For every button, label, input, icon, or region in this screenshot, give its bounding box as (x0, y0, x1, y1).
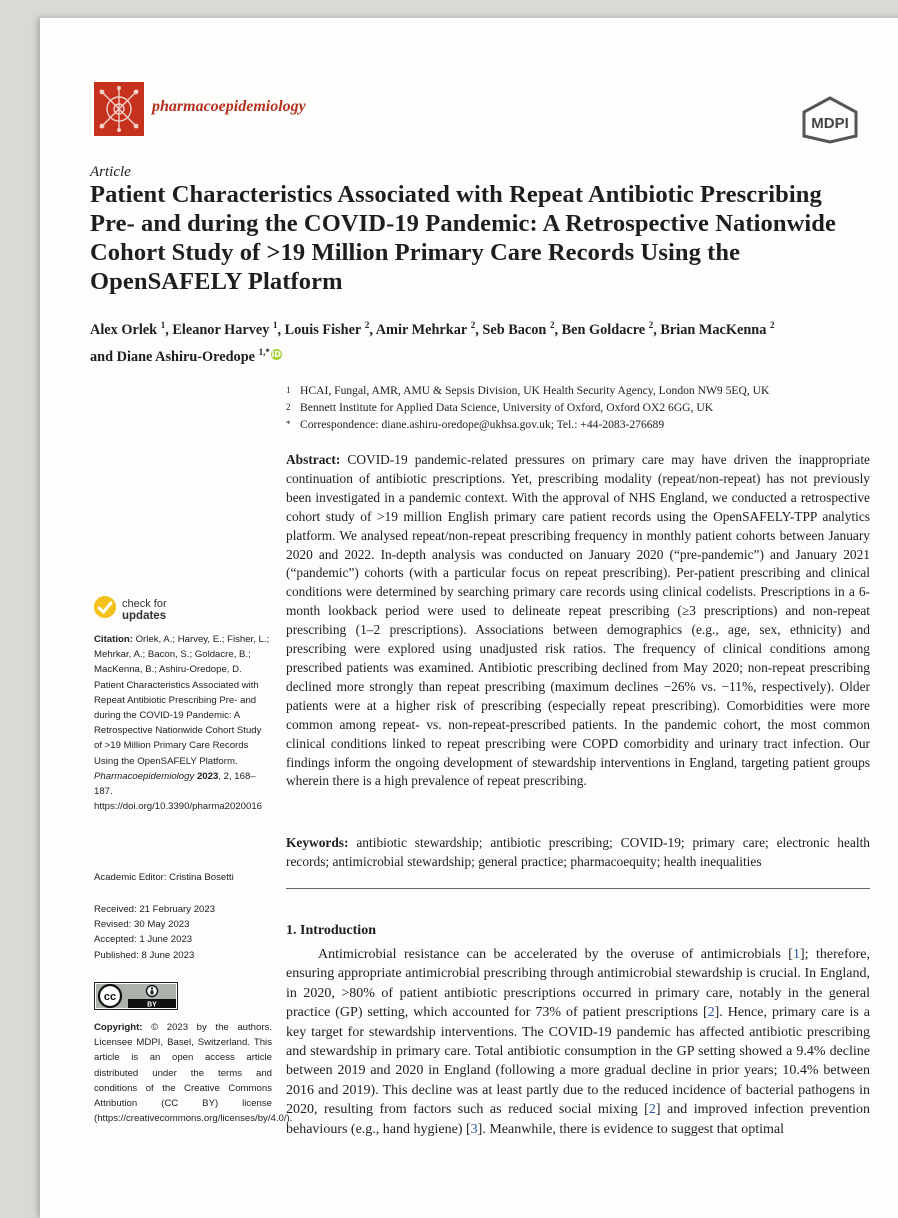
author-affiliation-mark: 2 (648, 320, 654, 330)
doi-link[interactable]: https://doi.org/10.3390/pharma2020016 (94, 801, 263, 813)
orcid-icon[interactable]: iD (271, 349, 282, 359)
correspondence: * Correspondence: diane.ashiru-oredope@ukhsa.gov.uk; Tel.: +44-2083-276689 (286, 418, 665, 431)
author-name[interactable]: Alex Orlek (90, 321, 158, 338)
abstract (286, 451, 870, 791)
article-title: Patient Characteristics Associated with Repeat Antibiotic Prescribing Pre- and during the COVID-19 Pandemic: A Retrospective Nationwide Cohort Study of >19 Million Primary Care Records Using the OpenSAFELY Platform (90, 181, 836, 295)
reference-link[interactable]: 3 (470, 1121, 478, 1137)
copyright-notice: Copyright: © 2023 by the authors. Licensee MDPI, Basel, Switzerland. This article is an open access article distributed under the terms and conditions of the Creative Commons Attribution (CC BY) license (https://creativecommons.org/licenses/by/4.0/). (94, 1022, 293, 1125)
check-updates-icon (94, 596, 116, 618)
revised-date: Revised: 30 May 2023 (94, 919, 190, 931)
author-affiliation-mark: 1 (160, 320, 166, 330)
introduction-paragraph: Antimicrobial resistance can be accelerated by the overuse of antimicrobials [1]; therefore, ensuring appropriate antimicrobial prescribing through antimicrobial stewardship is crucial. In England, in 2020, >80% of patient antibiotic prescriptions occurred in primary care, notably in the general practice (GP) setting, which accounted for 73% of patient prescriptions [2]. Hence, primary care is a key target for stewardship interventions. The COVID-19 pandemic has affected antibiotic prescribing and stewardship in primary care. Total antibiotic consumption in the GP setting showed a 9.4% decline between 2019 and 2020 in England (following a more gradual decline in prior years; 10.4% between 2016 and 2019). This decline was at least partly due to the reduced incidence of bacterial pathogens in 2020, resulting from factors such as reduced social mixing [2] and improved infection prevention behaviours (e.g., hand hygiene) [3]. Meanwhile, there is evidence to suggest that optimal (286, 947, 870, 1137)
article-page (40, 18, 898, 1218)
mdpi-logo-icon (800, 96, 860, 144)
publication-dates (94, 902, 272, 963)
author-affiliation-mark: 1,* (258, 346, 270, 357)
received-date: Received: 21 February 2023 (94, 904, 216, 915)
author-affiliation-mark: 1 (272, 320, 278, 330)
article-type: Article (90, 164, 131, 180)
author-affiliation-mark: 2 (549, 320, 555, 330)
academic-editor: Academic Editor: Cristina Bosetti (94, 872, 234, 883)
keywords (286, 833, 870, 871)
journal-logo-icon (94, 82, 144, 136)
author-name[interactable]: Diane Ashiru-Oredope (116, 348, 255, 365)
svg-text:BY: BY (147, 1001, 157, 1009)
author-list: Alex Orlek $^1$, Eleanor Harvey $^1$, Louis Fisher $^2$, Amir Mehrkar $^2$, Seb Bacon $^2$, Ben Goldacre $^2$, Brian MacKenna $^2$ and Diane Ashiru-Oredope $^{1,*}$ iD (90, 320, 775, 365)
accepted-date: Accepted: 1 June 2023 (94, 934, 193, 946)
affiliation-item: 1 HCAI, Fungal, AMR, AMU & Sepsis Division, UK Health Security Agency, London NW9 5EQ, UK (286, 384, 770, 397)
reference-link[interactable]: 2 (648, 1102, 656, 1118)
publisher-name: MDPI (811, 115, 849, 132)
keywords-text: antibiotic stewardship; antibiotic prescribing; COVID-19; primary care; electronic health records; antimicrobial stewardship; general practice; pharmacoequity; health inequalities (286, 835, 870, 869)
reference-link[interactable]: 1 (792, 947, 800, 962)
author-name[interactable]: Ben Goldacre (561, 321, 646, 338)
author-affiliation-mark: 2 (770, 320, 775, 330)
keywords-label: Keywords: (286, 835, 349, 850)
section-heading: 1. Introduction (286, 923, 376, 938)
abstract-text: COVID-19 pandemic-related pressures on primary care may have driven the inappropriate continuation of antibiotic prescriptions. Yet, prescribing modality (repeat/non-repeat) has not previously been investigated in a pandemic context. With the approval of NHS England, we conducted a retrospective cohort study of >19 million English primary care patient records using the OpenSAFELY-TPP analytics platform. We analysed repeat/non-repeat prescribing frequency in monthly patient cohorts between January 2020 and 2022. In-depth analysis was conducted on January 2020 (“pre-pandemic”) and January 2021 (“pandemic”) cohorts (with a particular focus on repeat prescribing). Per-patient prescribing and clinical conditions were determined by searching primary care records using clinical codelists. Prescriptions in a 6-month lookback period were used to delineate repeat prescribing (≥3 prescriptions) and non-repeat prescribing (1–2 prescriptions). Associations between demographics (e.g., age, sex, ethnicity) and prescribing were explored using unadjusted risk ratios. The frequency of clinical conditions among prescribed patients was examined. Antibiotic prescribing declined from May 2020; non-repeat prescribing declined more strongly than repeat prescribing (maximum declines −26% vs. −11%, respectively). Older patients were at a higher risk of prescribing (especially repeat prescribing). Comorbidities were more common among repeat- vs. non-repeat-prescribed patients. In the pandemic cohort, the most common clinical conditions linked to repeat prescribing were COPD comorbidity and urinary tract infection. Our findings inform the ongoing development of stewardship interventions in England, targeting patient groups wherein there is a high prevalence of repeat prescribing. (286, 452, 870, 789)
author-name[interactable]: Seb Bacon (482, 321, 547, 338)
author-affiliation-mark: 2 (470, 320, 476, 330)
cc-by-license-icon[interactable] (94, 982, 178, 1010)
reference-link[interactable]: 2 (707, 1005, 715, 1021)
citation: Citation: Orlek, A.; Harvey, E.; Fisher, L.; Mehrkar, A.; Bacon, S.; Goldacre, B.; MacKenna, B.; Ashiru-Oredope, D. Patient Characteristics Associated with Repeat Antibiotic Prescribing Pre- and during the COVID-19 Pandemic: A Retrospective Nationwide Cohort Study of >19 Million Primary Care Records Using the OpenSAFELY Platform. Pharmacoepidemiology 2023, 2, 168–187. https://doi.org/10.3390/pharma2020016 (94, 634, 270, 813)
affiliations (286, 382, 886, 433)
svg-text:cc: cc (103, 991, 117, 1003)
section-divider (286, 888, 870, 889)
author-name[interactable]: Amir Mehrkar (375, 321, 468, 338)
author-name[interactable]: Louis Fisher (284, 321, 362, 338)
abstract-label: Abstract: (286, 452, 341, 467)
affiliation-item: 2 Bennett Institute for Applied Data Science, University of Oxford, Oxford OX2 6GG, UK (286, 401, 714, 414)
journal-name: pharmacoepidemiology (152, 98, 306, 115)
check-for-updates-button[interactable]: check for updates (94, 596, 254, 630)
published-date: Published: 8 June 2023 (94, 949, 195, 961)
author-name[interactable]: Eleanor Harvey (172, 321, 270, 338)
author-name[interactable]: Brian MacKenna (660, 321, 767, 338)
author-affiliation-mark: 2 (364, 320, 370, 330)
